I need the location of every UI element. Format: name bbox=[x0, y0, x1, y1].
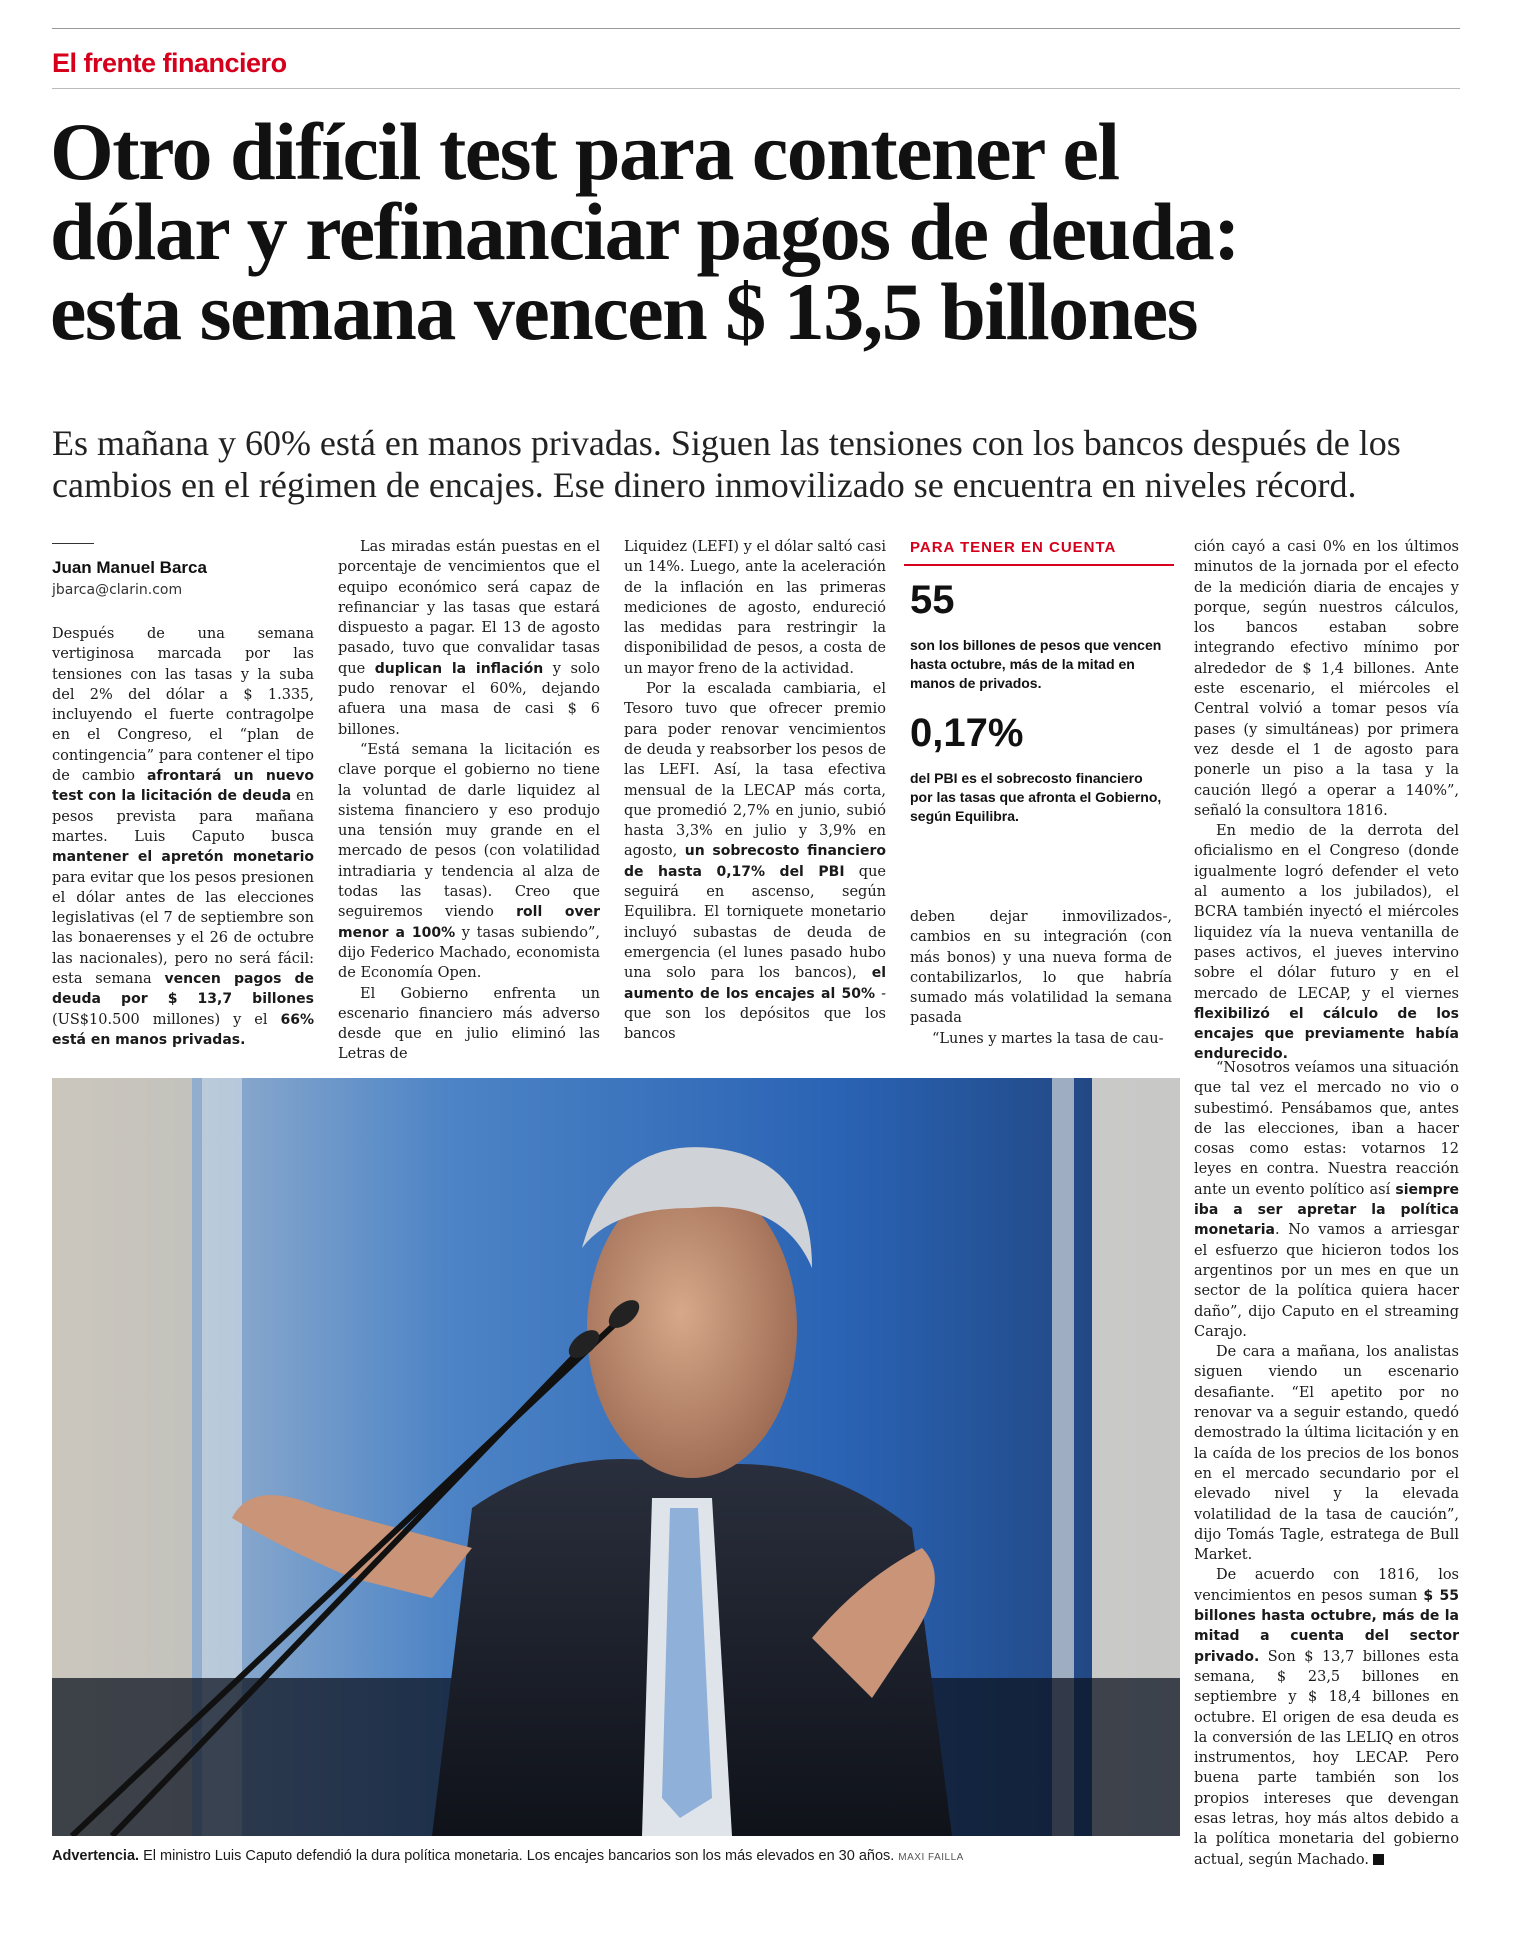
caption-text: El ministro Luis Caputo defendió la dura política monetaria. Los encajes bancarios son los más elevados en 30 años. bbox=[139, 1848, 895, 1864]
stat-text: son los billones de pesos que vencen hasta octubre, más de la mitad en manos de privados. bbox=[910, 637, 1162, 691]
section-label: El frente financiero bbox=[52, 48, 287, 78]
paragraph: Las miradas están puestas en el porcentaje de vencimientos que el equipo económico será capaz de refinanciar y las tasas que estará dispuesto a pagar. El 13 de agosto pasado, tuvo que convalidar tasas que duplican la inflación y solo pudo renovar el 60%, dejando afuera una masa de casi $ 6 billones. bbox=[338, 539, 601, 738]
article-column-5-continued bbox=[1194, 1058, 1459, 1870]
photo-credit: MAXI FAILLA bbox=[898, 1852, 964, 1863]
paragraph: Después de una semana vertiginosa marcada por las tensiones con las tasas y la suba del 2% del dólar a $ 1.335, incluyendo el fuerte contragolpe en el Congreso, el “plan de contingencia” para contener el tipo de cambio afrontará un nuevo test con la licitación de deuda en pesos prevista para mañana martes. Luis Caputo busca mantener el apretón monetario para evitar que los pesos presionen el dólar antes de las elecciones legislativas (el 7 de septiembre son las bonaerenses y el 26 de octubre las nacionales), pero no será fácil: esta semana vencen pagos de deuda por $ 13,7 billones (US$10.500 millones) y el 66% está en manos privadas. bbox=[52, 626, 314, 1048]
caption-lead: Advertencia. bbox=[52, 1848, 140, 1864]
stat-text: del PBI es el sobrecosto financiero por las tasas que afronta el Gobierno, según Equilibra. bbox=[910, 770, 1162, 824]
sidebar-title: PARA TENER EN CUENTA bbox=[910, 539, 1117, 556]
deck-line: Es mañana y 60% está en manos privadas. Siguen las tensiones con los bancos después de los bbox=[52, 423, 1401, 463]
headline-line: esta semana vencen $ 13,5 billones bbox=[50, 266, 1198, 357]
deck-line: cambios en el régimen de encajes. Ese dinero inmovilizado se encuentra en niveles récord. bbox=[52, 465, 1357, 505]
paragraph: ción cayó a casi 0% en los últimos minutos de la jornada por el efecto de la medición diaria de encajes y porque, según nuestros cálculos, los bancos estaban sobre integrando efectivo mínimo por alrededor de $ 1,4 billones. Ante este escenario, el miércoles el Central volvió a tomar pesos vía pases (y simultáneas) por primera vez desde el 1 de agosto para ponerle un piso a la tasa y la caución llegó a operar a 140%”, señaló la consultora 1816. bbox=[1194, 539, 1459, 819]
article-column-4 bbox=[910, 907, 1172, 1049]
deck bbox=[52, 422, 1472, 506]
paragraph: “Lunes y martes la tasa de cau- bbox=[932, 1030, 1164, 1047]
headline bbox=[50, 106, 1470, 357]
stat-value: 0,17% bbox=[910, 711, 1024, 755]
news-photo bbox=[52, 1078, 1180, 1836]
photo-caption bbox=[52, 1848, 964, 1864]
paragraph: De acuerdo con 1816, los vencimientos en pesos suman $ 55 billones hasta octubre, más de la mitad a cuenta del sector privado. Son $ 13,7 billones esta semana, $ 23,5 billones en septiembre y $ 18,4 billones en octubre. El origen de esa deuda es la conversión de las LELIQ en otros instrumentos, hoy LECAP. Pero buena parte también son los propios intereses que devengan esas letras, hoy más altos debido a la política monetaria del gobierno actual, según Machado. bbox=[1194, 1567, 1459, 1868]
article-column-2 bbox=[338, 537, 600, 1065]
top-rule bbox=[52, 28, 1460, 29]
section-rule bbox=[52, 88, 1460, 89]
headline-line: Otro difícil test para contener el bbox=[50, 106, 1119, 197]
end-mark bbox=[1373, 1854, 1384, 1865]
author-email[interactable]: jbarca@clarin.com bbox=[52, 582, 183, 598]
article-column-5 bbox=[1194, 537, 1459, 1065]
headline-line: dólar y refinanciar pagos de deuda: bbox=[50, 186, 1240, 277]
paragraph: “Está semana la licitación es clave porque el gobierno no tiene la voluntad de darle liquidez al sistema financiero y eso produjo una tensión muy grande en el mercado de pesos (con volatilidad intradiaria y tendencia al alza de todas las tasas). Creo que seguiremos viendo roll over menor a 100% y tasas subiendo”, dijo Federico Machado, economista de Economía Open. bbox=[338, 741, 600, 982]
paragraph: deben dejar inmovilizados-, cambios en su integración (con más bonos) y una nueva forma de contabilizarlos, lo que habría sumado más volatilidad la semana pasada bbox=[910, 909, 1172, 1027]
author-name: Juan Manuel Barca bbox=[52, 558, 207, 577]
stat-value: 55 bbox=[910, 578, 955, 622]
paragraph: El Gobierno enfrenta un escenario financiero más adverso desde que en julio eliminó las Letras de bbox=[338, 985, 600, 1063]
sidebar-rule bbox=[904, 564, 1174, 566]
paragraph: Por la escalada cambiaria, el Tesoro tuvo que ofrecer premio para poder renovar vencimientos de deuda y reabsorber los pesos de las LEFI. Así, la tasa efectiva mensual de la LECAP más corta, que promedió 2,7% en junio, subió hasta 3,3% en julio y 3,9% en agosto, un sobrecosto financiero de hasta 0,17% del PBI que seguirá en ascenso, según Equilibra. El torniquete monetario incluyó subastas de deuda de emergencia (el lunes pasado hubo una solo para los bancos), el aumento de los encajes al 50% -que son los depósitos que los bancos bbox=[624, 681, 886, 1043]
sidebar-box bbox=[904, 537, 1174, 874]
paragraph: En medio de la derrota del oficialismo en el Congreso (donde igualmente logró defender el veto al aumento a los jubilados), el BCRA también inyectó el miércoles liquidez vía la nueva ventanilla de pases activos, el jueves intervino sobre el dólar futuro y en el mercado de LECAP, y el viernes flexibilizó el cálculo de los encajes que previamente había endurecido. bbox=[1194, 823, 1459, 1063]
paragraph: De cara a mañana, los analistas siguen viendo un escenario desafiante. “El apetito por no renovar va a seguir estando, quedó demostrado la última licitación y en la caída de los precios de los bonos en el mercado secundario por el elevado nivel y la elevada volatilidad de la tasa de caución”, dijo Tomás Tagle, estratega de Bull Market. bbox=[1194, 1344, 1459, 1564]
article-column-3 bbox=[624, 537, 886, 1044]
byline-rule bbox=[52, 543, 94, 544]
article-column-1 bbox=[52, 624, 314, 1050]
paragraph: “Nosotros veíamos una situación que tal vez el mercado no vio o subestimó. Pensábamos que, antes de las elecciones, iban a hacer cosas como estas: votarnos 12 leyes en contra. Nuestra reacción ante un evento político así siempre iba a ser apretar la política monetaria. No vamos a arriesgar el esfuerzo que hicieron todos los argentinos por un mes en que un sector de la política quiera hacer daño”, dijo Caputo en el streaming Carajo. bbox=[1194, 1060, 1459, 1340]
paragraph: Liquidez (LEFI) y el dólar saltó casi un 14%. Luego, ante la aceleración de la inflación en las primeras mediciones de agosto, endureció las medidas para restringir la disponibilidad de pesos, a costa de un mayor freno de la actividad. bbox=[624, 539, 886, 677]
photo-illustration bbox=[52, 1078, 1180, 1836]
